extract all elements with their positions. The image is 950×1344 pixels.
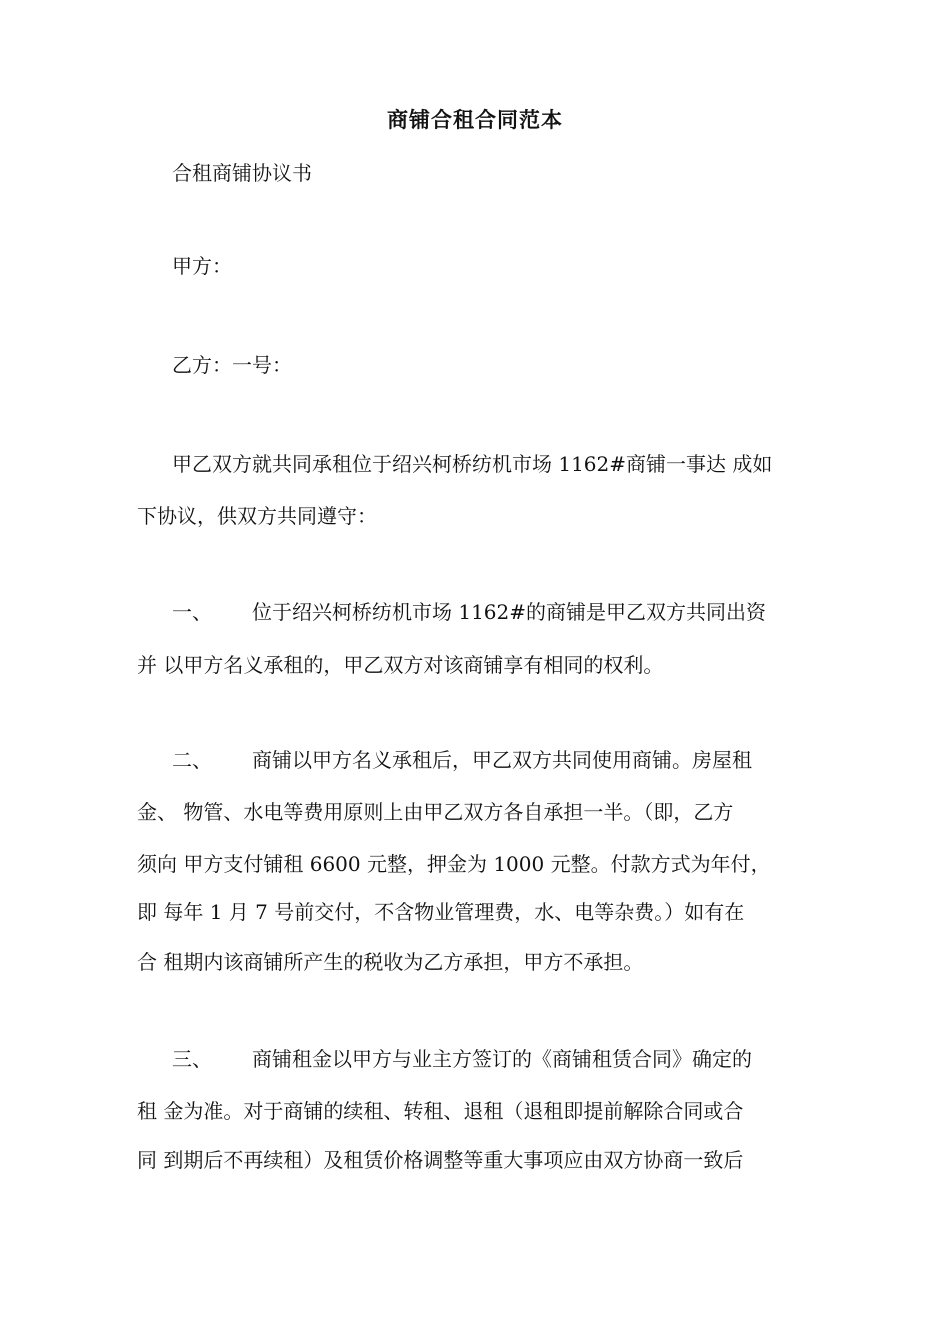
clause-1-line-2: 并 以甲方名义承租的，甲乙双方对该商铺享有相同的权利。 xyxy=(137,653,664,677)
document-title: 商铺合租合同范本 xyxy=(387,107,563,132)
clause-2-number: 二、 xyxy=(172,748,212,772)
agreement-subtitle: 合租商铺协议书 xyxy=(172,161,312,185)
party-b-line: 乙方：一号： xyxy=(172,353,292,377)
clause-2-line-5: 合 租期内该商铺所产生的税收为乙方承担，甲方不承担。 xyxy=(137,950,644,974)
clause-2-line-2: 金、 物管、水电等费用原则上由甲乙双方各自承担一半。（即，乙方 xyxy=(137,800,734,824)
intro-line-1: 甲乙双方就共同承租位于绍兴柯桥纺机市场 1162#商铺一事达 成如 xyxy=(172,452,773,476)
clause-3-number: 三、 xyxy=(172,1047,212,1071)
clause-2-line-1: 商铺以甲方名义承租后，甲乙双方共同使用商铺。房屋租 xyxy=(252,748,752,772)
clause-1-line-1: 位于绍兴柯桥纺机市场 1162#的商铺是甲乙双方共同出资 xyxy=(252,600,767,624)
clause-3-line-2: 租 金为准。对于商铺的续租、转租、退租（退租即提前解除合同或合 xyxy=(137,1099,744,1123)
party-a-line: 甲方： xyxy=(172,254,232,278)
intro-line-2: 下协议，供双方共同遵守： xyxy=(137,504,377,528)
clause-2-line-3: 须向 甲方支付铺租 6600 元整，押金为 1000 元整。付款方式为年付， xyxy=(137,852,771,876)
clause-2-line-4: 即 每年 1 月 7 号前交付，不含物业管理费，水、电等杂费。）如有在 xyxy=(137,900,745,924)
clause-3-line-1: 商铺租金以甲方与业主方签订的《商铺租赁合同》确定的 xyxy=(252,1047,752,1071)
clause-1-number: 一、 xyxy=(172,600,212,624)
clause-3-line-3: 同 到期后不再续租）及租赁价格调整等重大事项应由双方协商一致后 xyxy=(137,1148,744,1172)
